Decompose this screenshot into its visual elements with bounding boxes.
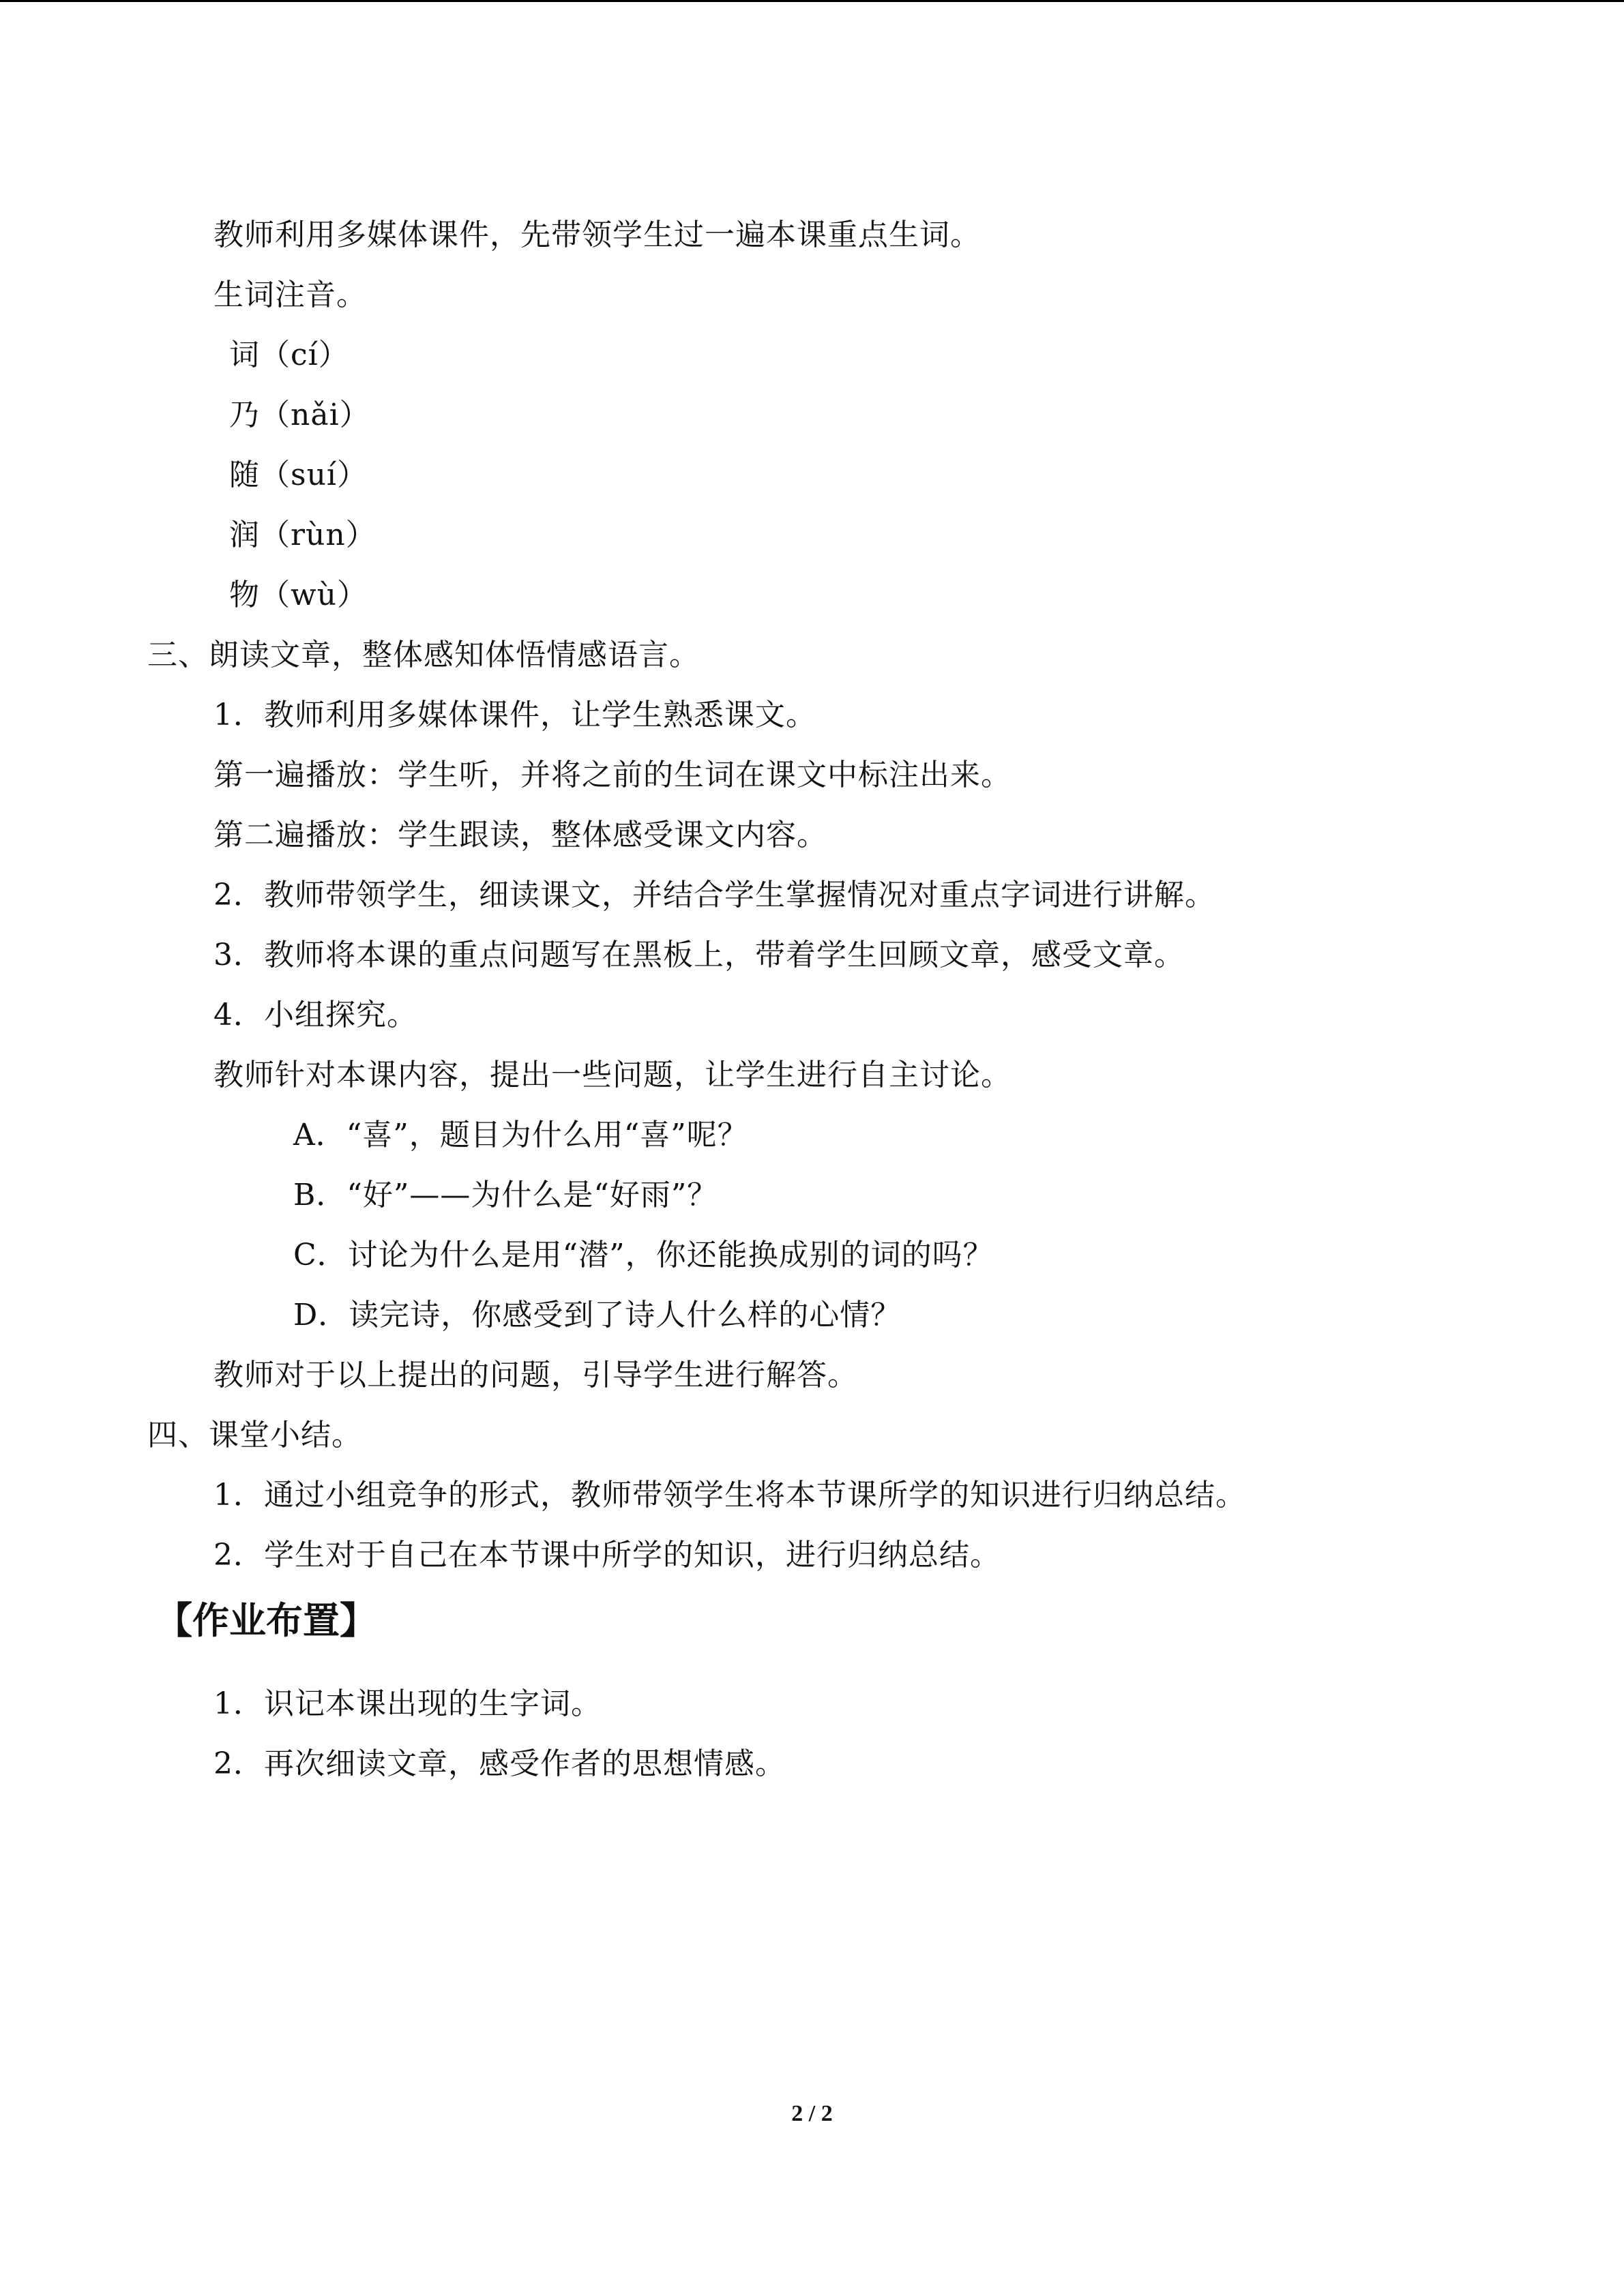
section-4-item-2: 2．学生对于自己在本节课中所学的知识，进行归纳总结。 <box>213 1538 1001 1572</box>
vocab-item: 物（wù） <box>229 578 368 612</box>
discussion-intro: 教师针对本课内容，提出一些问题，让学生进行自主讨论。 <box>213 1058 1012 1092</box>
intro-paragraph: 教师利用多媒体课件，先带领学生过一遍本课重点生词。 <box>213 218 981 252</box>
homework-item: 2．再次细读文章，感受作者的思想情感。 <box>213 1746 786 1781</box>
section-3-item-4: 4．小组探究。 <box>213 998 417 1032</box>
vocab-heading: 生词注音。 <box>213 278 367 312</box>
section-3-item-2: 2．教师带领学生，细读课文，并结合学生掌握情况对重点字词进行讲解。 <box>213 878 1215 912</box>
vocab-item: 润（rùn） <box>229 518 377 552</box>
section-3-item-1: 1．教师利用多媒体课件，让学生熟悉课文。 <box>213 698 816 732</box>
section-3-item-3: 3．教师将本课的重点问题写在黑板上，带着学生回顾文章，感受文章。 <box>213 938 1185 972</box>
section-4-item-1: 1．通过小组竞争的形式，教师带领学生将本节课所学的知识进行归纳总结。 <box>213 1478 1246 1512</box>
page-number: 2 / 2 <box>791 2101 833 2126</box>
question-d: D．读完诗，你感受到了诗人什么样的心情？ <box>293 1298 902 1332</box>
discussion-closing: 教师对于以上提出的问题，引导学生进行解答。 <box>213 1358 858 1392</box>
question-c: C．讨论为什么是用“潜”，你还能换成别的词的吗？ <box>293 1238 994 1272</box>
question-a: A．“喜”，题目为什么用“喜”呢？ <box>293 1118 748 1152</box>
second-playback-line: 第二遍播放：学生跟读，整体感受课文内容。 <box>213 818 827 852</box>
vocab-item: 词（cí） <box>229 338 349 372</box>
section-3-title: 三、朗读文章，整体感知体悟情感语言。 <box>147 638 700 672</box>
first-playback-line: 第一遍播放：学生听，并将之前的生词在课文中标注出来。 <box>213 758 1012 792</box>
top-border-rule <box>0 0 1624 2</box>
homework-heading: 【作业布置】 <box>156 1599 377 1642</box>
section-4-title: 四、课堂小结。 <box>147 1418 362 1452</box>
homework-item: 1．识记本课出现的生字词。 <box>213 1686 602 1721</box>
vocab-item: 乃（nǎi） <box>229 398 370 432</box>
question-b: B．“好”——为什么是“好雨”？ <box>293 1178 718 1212</box>
vocab-item: 随（suí） <box>229 458 368 492</box>
